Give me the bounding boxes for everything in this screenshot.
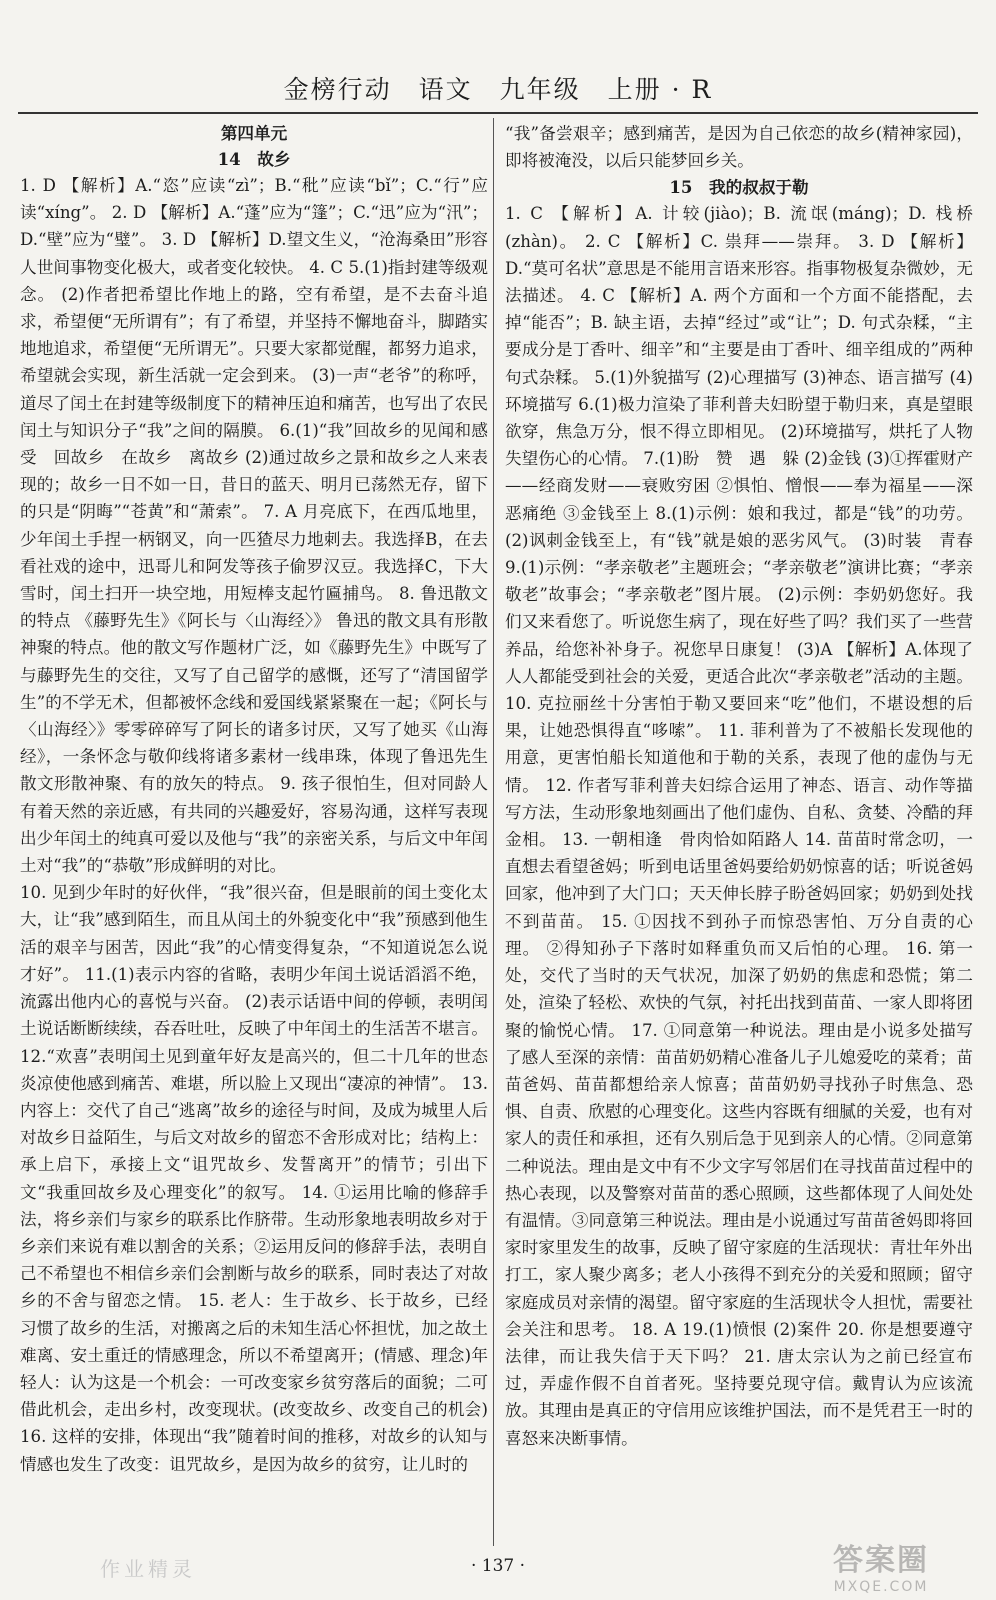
answer-continuation: “我”备尝艰辛；感到痛苦，是因为自己依恋的故乡(精神家园)，即将被淹没，以后只能梦回乡关。: [505, 124, 973, 171]
watermark-url: MXQE.COM: [833, 1579, 929, 1595]
watermark-logo-text: 答案圈: [833, 1543, 929, 1578]
right-column: [505, 120, 973, 1545]
unit-title: 第四单元: [220, 123, 288, 143]
stamp-watermark: 作业精灵: [100, 1557, 196, 1581]
page-header-title: 金榜行动 语文 九年级 上册 · R: [283, 75, 713, 104]
lesson-title-14: 14 故乡: [217, 149, 291, 169]
left-column: [20, 120, 488, 1545]
column-divider: [493, 118, 494, 1546]
answer-paragraph: 10. 见到少年时的好伙伴，“我”很兴奋，但是眼前的闰土变化太大，让“我”感到陌生，而且从闰土的外貌变化中“我”预感到他生活的艰辛与困苦，因此“我”的心情变得复杂，“不知道说怎么说才好”。 11.(1)表示内容的省略，表明少年闰土说话滔滔不绝，流露出他内心的喜悦与兴奋。 (2)表示话语中间的停顿，表明闰土说话断断续续，吞吞吐吐，反映了中年闰土的生活苦不堪言。 12.“欢喜”表明闰土见到童年好友是高兴的，但二十几年的世态炎凉使他感到痛苦、难堪，所以脸上又现出“凄凉的神情”。 13. 内容上：交代了自己“逃离”故乡的途径与时间，及成为城里人后对故乡日益陌生，与后文对故乡的留恋不舍形成对比；结构上：承上启下，承接上文“诅咒故乡、发誓离开”的情节；引出下文“我重回故乡及心理变化”的叙写。 14. ①运用比喻的修辞手法，将乡亲们与家乡的联系比作脐带。生动形象地表明故乡对于乡亲们来说有难以割舍的关系；②运用反问的修辞手法，表明自己不希望也不相信乡亲们会割断与故乡的联系，同时表达了对故乡的不舍与留恋之情。 15. 老人：生于故乡、长于故乡，已经习惯了故乡的生活，对搬离之后的未知生活心怀担忧，加之故土难离、安土重迁的情感理念，所以不希望离开；(情感、理念)年轻人：认为这是一个机会：一可改变家乡贫穷落后的面貌；二可借此机会，走出乡村，改变现状。(改变故乡、改变自己的机会) 16. 这样的安排，体现出“我”随着时间的推移，对故乡的认知与情感也发生了改变：诅咒故乡，是因为故乡的贫穷，让儿时的: [20, 883, 488, 1474]
page-number: · 137 ·: [470, 1556, 526, 1576]
site-watermark: [776, 1535, 986, 1595]
answer-paragraph: 1. D 【解析】A.“恣”应读“zì”；B.“秕”应读“bǐ”；C.“行”应读“xíng”。 2. D 【解析】A.“蓬”应为“篷”；C.“迅”应为“汛”；D.“壁”应为“璧”。 3. D 【解析】D.望文生义，“沧海桑田”形容人世间事物变化极大，或者变化较快。 4. C 5.(1)指封建等级观念。 (2)作者把希望比作地上的路，空有希望，是不去奋斗追求，希望便“无所谓有”；有了希望，并坚持不懈地奋斗，脚踏实地地追求，希望便“无所谓无”。只要大家都觉醒，都努力追求，希望就会实现，新生活就一定会到来。 (3)一声“老爷”的称呼，道尽了闰土在封建等级制度下的精神压迫和痛苦，也写出了农民闰土与知识分子“我”之间的隔膜。 6.(1)“我”回故乡的见闻和感受 回故乡 在故乡 离故乡 (2)通过故乡之景和故乡之人来表现的；故乡一日不如一日，昔日的蓝天、明月已荡然无存，留下的只是“阴晦”“苍黄”和“萧索”。 7. A 月亮底下，在西瓜地里，少年闰土手捏一柄钢叉，向一匹猹尽力地刺去。我选择B，在去看社戏的途中，迅哥儿和阿发等孩子偷罗汉豆。我选择C，下大雪时，闰土扫开一块空地，用短棒支起竹匾捕鸟。 8. 鲁迅散文的特点 《藤野先生》《阿长与〈山海经〉》 鲁迅的散文具有形散神聚的特点。他的散文写作题材广泛，如《藤野先生》中既写了与藤野先生的交往，又写了自己留学的感慨，还写了“清国留学生”的不学无术，但都被怀念线和爱国线紧紧聚在一起；《阿长与〈山海经〉》零零碎碎写了阿长的诸多讨厌，又写了她买《山海经》，一条怀念与敬仰线将诸多素材一线串珠，体现了鲁迅先生散文形散神聚、有的放矢的特点。 9. 孩子很怕生，但对同龄人有着天然的亲近感，有共同的兴趣爱好，容易沟通，这样写表现出少年闰土的纯真可爱以及他与“我”的亲密关系，与后文中年闰土对“我”的“恭敬”形成鲜明的对比。: [20, 176, 488, 876]
answer-paragraph: 1. C 【解析】A. 计较(jiào)；B. 流氓(máng)；D. 栈桥(zhàn)。 2. C 【解析】C. 祟拜——崇拜。 3. D 【解析】D.“莫可名状”意思是不能用言语来形容。指事物极复杂微妙，无法描述。 4. C 【解析】A. 两个方面和一个方面不能搭配，去掉“能否”；B. 缺主语，去掉“经过”或“让”；D. 句式杂糅，“主要成分是丁香叶、细辛”和“主要是由丁香叶、细辛组成的”两种句式杂糅。 5.(1)外貌描写 (2)心理描写 (3)神态、语言描写 (4)环境描写 6.(1)极力渲染了菲利普夫妇盼望于勒归来，真是望眼欲穿，焦急万分，恨不得立即相见。 (2)环境描写，烘托了人物失望伤心的心情。 7.(1)盼 赞 遇 躲 (2)金钱 (3)①挥霍财产——经商发财——衰败穷困 ②惧怕、憎恨——奉为福星——深恶痛绝 ③金钱至上 8.(1)示例：娘和我过，都是“钱”的功劳。 (2)讽刺金钱至上，有“钱”就是娘的恶劣风气。 (3)时装 青春 9.(1)示例：“孝亲敬老”主题班会；“孝亲敬老”演讲比赛；“孝亲敬老”故事会；“孝亲敬老”图片展。 (2)示例：李奶奶您好。我们又来看您了。听说您生病了，现在好些了吗？我们买了一些营养品，给您补补身子。祝您早日康复！ (3)A 【解析】A.体现了人人都能受到社会的关爱，更适合此次“孝亲敬老”活动的主题。 10. 克拉丽丝十分害怕于勒又要回来“吃”他们，不堪设想的后果，让她恐惧得直“哆嗦”。 11. 菲利普为了不被船长发现他的用意，更害怕船长知道他和于勒的关系，表现了他的虚伪与无情。 12. 作者写菲利普夫妇综合运用了神态、语言、动作等描写方法，生动形象地刻画出了他们虚伪、自私、贪婪、冷酷的拜金相。 13. 一朝相逢 骨肉恰如陌路人 14. 苗苗时常念叨，一直想去看望爸妈；听到电话里爸妈要给奶奶惊喜的话；听说爸妈回家，他冲到了大门口；天天伸长脖子盼爸妈回家；奶奶到处找不到苗苗。 15. ①因找不到孙子而惊恐害怕、万分自责的心理。 ②得知孙子下落时如释重负而又后怕的心理。 16. 第一处，交代了当时的天气状况，加深了奶奶的焦虑和恐慌；第二处，渲染了轻松、欢快的气氛，衬托出找到苗苗、一家人即将团聚的愉悦心情。 17. ①同意第一种说法。理由是小说多处描写了感人至深的亲情：苗苗奶奶精心准备儿子儿媳爱吃的菜肴；苗苗爸妈、苗苗都想给亲人惊喜；苗苗奶奶寻找孙子时焦急、恐惧、自责、欣慰的心理变化。这些内容既有细腻的关爱，也有对家人的责任和承担，还有久别后急于见到亲人的心情。②同意第二种说法。理由是文中有不少文字写邻居们在寻找苗苗过程中的热心表现，以及警察对苗苗的悉心照顾，这些都体现了人间处处有温情。③同意第三种说法。理由是小说通过写苗苗爸妈即将回家时家里发生的故事，反映了留守家庭的生活现状：青壮年外出打工，家人聚少离多；老人小孩得不到充分的关爱和照顾；留守家庭成员对亲情的渴望。留守家庭的生活现状令人担忧，需要社会关注和思考。 18. A 19.(1)愤恨 (2)案件 20. 你是想要遵守法律，而让我失信于天下吗？ 21. 唐太宗认为之前已经宣布过，弄虚作假不自首者死。坚持要兑现守信。戴胄认为应该流放。其理由是真正的守信用应该维护国法，而不是凭君王一时的喜怒来决断事情。: [505, 204, 973, 1448]
header-rule: [18, 112, 978, 114]
lesson-title-15: 15 我的叔叔于勒: [669, 177, 809, 198]
